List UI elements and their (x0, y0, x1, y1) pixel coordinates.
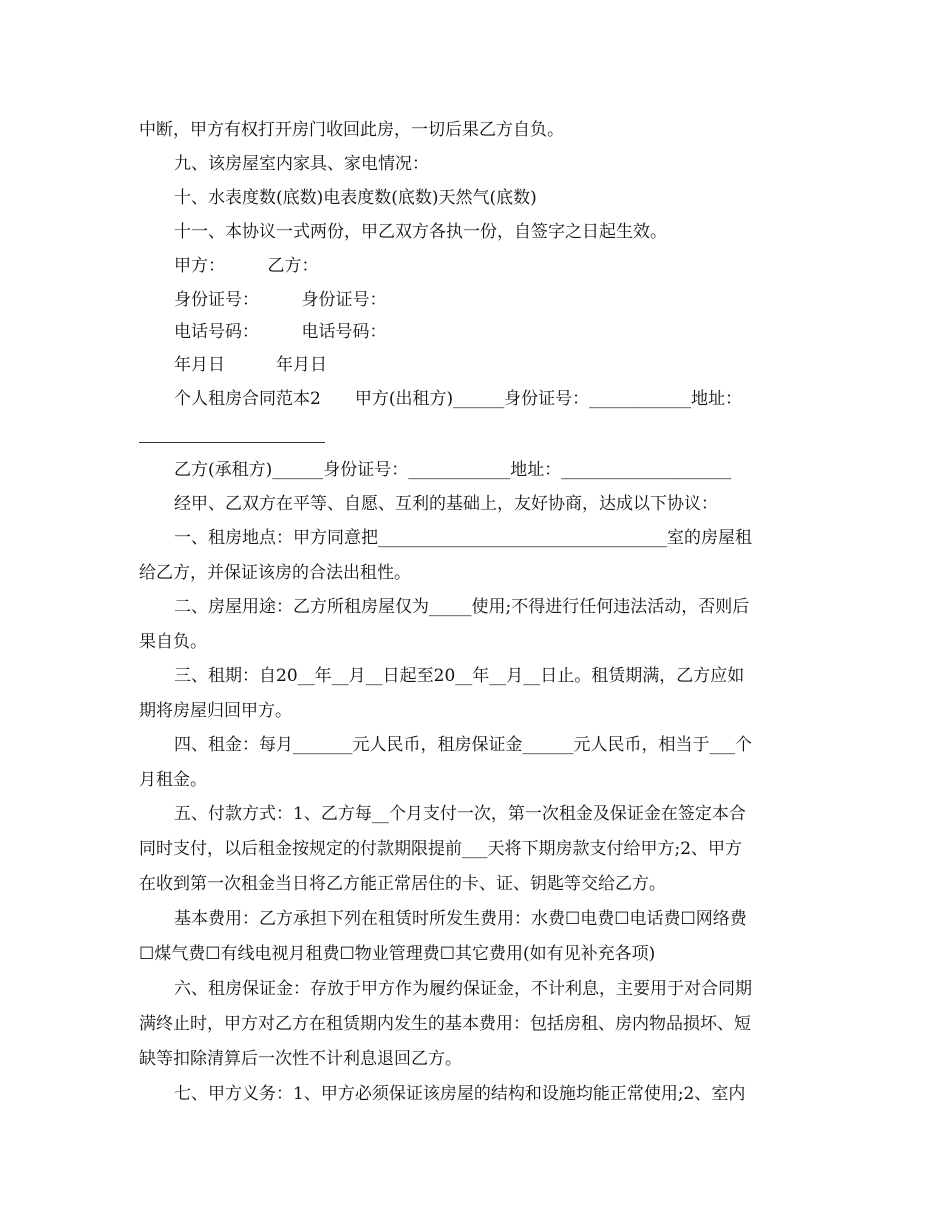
clause-4-rent: 四、租金：每月_______元人民币，租房保证金______元人民币，相当于___个 (174, 735, 752, 755)
text-line: ☐煤气费☐有线电视月租费☐物业管理费☐其它费用(如有见补充各项) (139, 944, 656, 964)
clause-5-payment: 五、付款方式：1、乙方每__个月支付一次，第一次租金及保证金在签定本合 (174, 804, 746, 824)
text-line: 给乙方，并保证该房的合法出租性。 (139, 563, 411, 583)
clause-9: 九、该房屋室内家具、家电情况： (174, 154, 429, 174)
signature-id: 身份证号： 身份证号： (174, 290, 387, 310)
signature-parties: 甲方： 乙方： (174, 256, 319, 276)
signature-phone: 电话号码： 电话号码： (174, 322, 387, 342)
text-line: 果自负。 (139, 632, 207, 652)
agreement-intro: 经甲、乙双方在平等、自愿、互利的基础上，友好协商，达成以下协议： (174, 494, 718, 514)
text-line: 在收到第一次租金当日将乙方能正常居住的卡、证、钥匙等交给乙方。 (139, 874, 666, 894)
text-line: 中断，甲方有权打开房门收回此房，一切后果乙方自负。 (139, 120, 564, 140)
text-line: 满终止时，甲方对乙方在租赁期内发生的基本费用：包括房租、房内物品损坏、短 (139, 1014, 751, 1034)
basic-fees: 基本费用：乙方承担下列在租赁时所发生费用：水费☐电费☐电话费☐网络费 (174, 909, 747, 929)
clause-2-usage: 二、房屋用途：乙方所租房屋仅为_____使用;不得进行任何违法活动，否则后 (174, 597, 750, 617)
clause-11: 十一、本协议一式两份，甲乙双方各执一份，自签字之日起生效。 (174, 222, 667, 242)
clause-1-location: 一、租房地点：甲方同意把__________________________________室的房屋租 (174, 528, 752, 548)
text-line: 月租金。 (139, 770, 207, 790)
clause-3-term: 三、租期：自20__年__月__日起至20__年__月__日止。租赁期满，乙方应如 (174, 666, 745, 686)
clause-10: 十、水表度数(底数)电表度数(底数)天然气(底数) (174, 188, 537, 208)
address-blank-line (139, 442, 325, 443)
signature-date: 年月日 年月日 (174, 355, 327, 375)
text-line: 期将房屋归回甲方。 (139, 701, 292, 721)
contract-sample-title: 个人租房合同范本2 甲方(出租方)______身份证号：____________地址： (174, 389, 743, 409)
text-line: 同时支付，以后租金按规定的付款期限提前___天将下期房款支付给甲方;2、甲方 (139, 839, 743, 859)
clause-7-landlord-duties: 七、甲方义务：1、甲方必须保证该房屋的结构和设施均能正常使用;2、室内 (174, 1084, 746, 1104)
text-line: 缺等扣除清算后一次性不计利息退回乙方。 (139, 1049, 462, 1069)
tenant-line: 乙方(承租方)______身份证号：____________地址：____________________ (174, 460, 732, 480)
clause-6-deposit: 六、租房保证金：存放于甲方作为履约保证金，不计利息，主要用于对合同期 (174, 979, 752, 999)
